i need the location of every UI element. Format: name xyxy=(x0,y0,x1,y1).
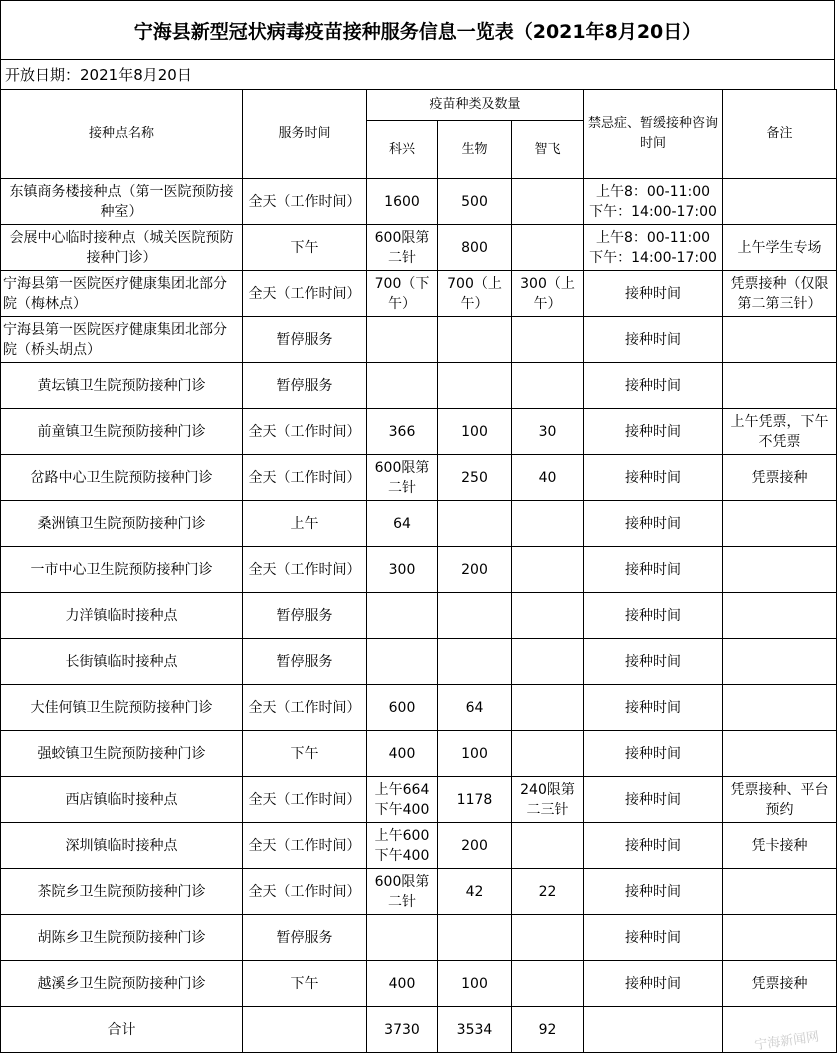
remark-cell: 凭票接种 xyxy=(723,455,837,501)
open-date-value: 2021年8月20日 xyxy=(80,65,192,84)
shengwu-cell xyxy=(438,317,512,363)
site-cell: 深圳镇临时接种点 xyxy=(1,823,243,869)
service-time-cell: 全天（工作时间） xyxy=(243,271,367,317)
open-date-label: 开放日期： xyxy=(5,65,81,84)
service-time-cell: 全天（工作时间） xyxy=(243,869,367,915)
site-cell: 前童镇卫生院预防接种门诊 xyxy=(1,409,243,455)
consult-cell: 接种时间 xyxy=(584,639,723,685)
kexing-cell: 600 xyxy=(367,685,438,731)
table-row xyxy=(1,685,837,731)
consult-cell: 接种时间 xyxy=(584,915,723,961)
shengwu-cell: 100 xyxy=(438,961,512,1007)
zhifei-cell xyxy=(512,593,584,639)
consult-cell: 接种时间 xyxy=(584,409,723,455)
consult-cell: 接种时间 xyxy=(584,961,723,1007)
shengwu-cell: 200 xyxy=(438,823,512,869)
site-cell: 西店镇临时接种点 xyxy=(1,777,243,823)
zhifei-cell xyxy=(512,547,584,593)
table-row xyxy=(1,317,837,363)
remark-cell: 凭票接种（仅限第二第三针） xyxy=(723,271,837,317)
header-kexing: 科兴 xyxy=(367,121,438,179)
remark-cell xyxy=(723,547,837,593)
shengwu-cell: 100 xyxy=(438,409,512,455)
shengwu-cell xyxy=(438,639,512,685)
kexing-cell: 64 xyxy=(367,501,438,547)
consult-cell: 接种时间 xyxy=(584,547,723,593)
site-cell: 黄坛镇卫生院预防接种门诊 xyxy=(1,363,243,409)
table-row xyxy=(1,915,837,961)
consult-cell: 接种时间 xyxy=(584,271,723,317)
site-cell: 宁海县第一医院医疗健康集团北部分院（桥头胡点） xyxy=(1,317,243,363)
remark-cell xyxy=(723,501,837,547)
kexing-cell: 366 xyxy=(367,409,438,455)
remark-cell: 上午凭票，下午不凭票 xyxy=(723,409,837,455)
site-cell: 宁海县第一医院医疗健康集团北部分院（梅林点） xyxy=(1,271,243,317)
remark-cell: 上午学生专场 xyxy=(723,225,837,271)
zhifei-cell xyxy=(512,961,584,1007)
consult-cell: 接种时间 xyxy=(584,317,723,363)
shengwu-cell: 250 xyxy=(438,455,512,501)
service-time-cell: 下午 xyxy=(243,731,367,777)
kexing-cell: 300 xyxy=(367,547,438,593)
open-date-line xyxy=(0,59,835,90)
site-cell: 力洋镇临时接种点 xyxy=(1,593,243,639)
header-site: 接种点名称 xyxy=(1,90,243,179)
shengwu-cell: 64 xyxy=(438,685,512,731)
total-row xyxy=(1,1007,837,1053)
remark-cell xyxy=(723,731,837,777)
total-kexing: 3730 xyxy=(367,1007,438,1053)
zhifei-cell xyxy=(512,179,584,225)
service-time-cell: 暂停服务 xyxy=(243,639,367,685)
site-cell: 越溪乡卫生院预防接种门诊 xyxy=(1,961,243,1007)
zhifei-cell xyxy=(512,639,584,685)
zhifei-cell xyxy=(512,915,584,961)
site-cell: 长街镇临时接种点 xyxy=(1,639,243,685)
consult-cell: 接种时间 xyxy=(584,363,723,409)
service-time-cell: 暂停服务 xyxy=(243,317,367,363)
shengwu-cell: 100 xyxy=(438,731,512,777)
table-row xyxy=(1,225,837,271)
zhifei-cell: 22 xyxy=(512,869,584,915)
remark-cell xyxy=(723,869,837,915)
service-time-cell: 全天（工作时间） xyxy=(243,823,367,869)
service-time-cell: 下午 xyxy=(243,961,367,1007)
service-time-cell: 全天（工作时间） xyxy=(243,685,367,731)
zhifei-cell: 240限第二三针 xyxy=(512,777,584,823)
shengwu-cell: 1178 xyxy=(438,777,512,823)
consult-cell: 接种时间 xyxy=(584,593,723,639)
consult-cell: 接种时间 xyxy=(584,685,723,731)
kexing-cell: 400 xyxy=(367,961,438,1007)
table-row xyxy=(1,869,837,915)
zhifei-cell: 300（上午） xyxy=(512,271,584,317)
kexing-cell: 600限第二针 xyxy=(367,869,438,915)
shengwu-cell xyxy=(438,363,512,409)
table-row xyxy=(1,409,837,455)
site-cell: 一市中心卫生院预防接种门诊 xyxy=(1,547,243,593)
remark-cell xyxy=(723,639,837,685)
consult-cell: 接种时间 xyxy=(584,731,723,777)
table-row xyxy=(1,179,837,225)
header-remark: 备注 xyxy=(723,90,837,179)
table-row xyxy=(1,593,837,639)
shengwu-cell xyxy=(438,593,512,639)
remark-cell: 凭票接种、平台预约 xyxy=(723,777,837,823)
service-time-cell: 下午 xyxy=(243,225,367,271)
consult-cell: 接种时间 xyxy=(584,823,723,869)
table-row xyxy=(1,731,837,777)
site-cell: 桑洲镇卫生院预防接种门诊 xyxy=(1,501,243,547)
shengwu-cell: 200 xyxy=(438,547,512,593)
kexing-cell: 700（下午） xyxy=(367,271,438,317)
consult-cell: 接种时间 xyxy=(584,869,723,915)
zhifei-cell xyxy=(512,823,584,869)
service-time-cell: 暂停服务 xyxy=(243,593,367,639)
kexing-cell: 600限第二针 xyxy=(367,225,438,271)
kexing-cell xyxy=(367,317,438,363)
table-row xyxy=(1,777,837,823)
shengwu-cell xyxy=(438,501,512,547)
total-time xyxy=(243,1007,367,1053)
remark-cell xyxy=(723,685,837,731)
table-row xyxy=(1,455,837,501)
shengwu-cell: 700（上午） xyxy=(438,271,512,317)
table-row xyxy=(1,271,837,317)
remark-cell xyxy=(723,317,837,363)
zhifei-cell xyxy=(512,225,584,271)
header-consult: 禁忌症、暂缓接种咨询时间 xyxy=(584,90,723,179)
service-time-cell: 全天（工作时间） xyxy=(243,409,367,455)
service-time-cell: 全天（工作时间） xyxy=(243,455,367,501)
page-title: 宁海县新型冠状病毒疫苗接种服务信息一览表（2021年8月20日） xyxy=(0,0,835,60)
site-cell: 胡陈乡卫生院预防接种门诊 xyxy=(1,915,243,961)
consult-cell: 上午8：00-11:00 下午：14:00-17:00 xyxy=(584,225,723,271)
total-consult xyxy=(584,1007,723,1053)
table-row xyxy=(1,547,837,593)
service-time-cell: 全天（工作时间） xyxy=(243,179,367,225)
kexing-cell: 上午600 下午400 xyxy=(367,823,438,869)
zhifei-cell xyxy=(512,501,584,547)
zhifei-cell: 40 xyxy=(512,455,584,501)
remark-cell xyxy=(723,363,837,409)
kexing-cell xyxy=(367,593,438,639)
kexing-cell: 600限第二针 xyxy=(367,455,438,501)
kexing-cell: 400 xyxy=(367,731,438,777)
service-time-cell: 全天（工作时间） xyxy=(243,777,367,823)
zhifei-cell xyxy=(512,363,584,409)
remark-cell: 凭卡接种 xyxy=(723,823,837,869)
zhifei-cell xyxy=(512,317,584,363)
header-vaccine-group: 疫苗种类及数量 xyxy=(367,90,584,121)
shengwu-cell: 800 xyxy=(438,225,512,271)
shengwu-cell xyxy=(438,915,512,961)
consult-cell: 上午8：00-11:00 下午：14:00-17:00 xyxy=(584,179,723,225)
remark-cell xyxy=(723,915,837,961)
service-time-cell: 暂停服务 xyxy=(243,363,367,409)
header-zhifei: 智飞 xyxy=(512,121,584,179)
site-cell: 大佳何镇卫生院预防接种门诊 xyxy=(1,685,243,731)
site-cell: 茶院乡卫生院预防接种门诊 xyxy=(1,869,243,915)
total-shengwu: 3534 xyxy=(438,1007,512,1053)
kexing-cell: 1600 xyxy=(367,179,438,225)
header-service-time: 服务时间 xyxy=(243,90,367,179)
table-row xyxy=(1,961,837,1007)
watermark: 宁海新闻网 xyxy=(753,1029,821,1054)
table-row xyxy=(1,823,837,869)
remark-cell xyxy=(723,593,837,639)
kexing-cell xyxy=(367,639,438,685)
header-shengwu: 生物 xyxy=(438,121,512,179)
service-time-cell: 上午 xyxy=(243,501,367,547)
total-zhifei: 92 xyxy=(512,1007,584,1053)
shengwu-cell: 500 xyxy=(438,179,512,225)
kexing-cell xyxy=(367,915,438,961)
header-row-1 xyxy=(1,90,837,121)
consult-cell: 接种时间 xyxy=(584,777,723,823)
site-cell: 岔路中心卫生院预防接种门诊 xyxy=(1,455,243,501)
remark-cell: 凭票接种 xyxy=(723,961,837,1007)
vaccination-table xyxy=(0,89,837,1053)
zhifei-cell xyxy=(512,685,584,731)
table-row xyxy=(1,363,837,409)
consult-cell: 接种时间 xyxy=(584,455,723,501)
remark-cell xyxy=(723,179,837,225)
shengwu-cell: 42 xyxy=(438,869,512,915)
total-label: 合计 xyxy=(1,1007,243,1053)
service-time-cell: 全天（工作时间） xyxy=(243,547,367,593)
site-cell: 会展中心临时接种点（城关医院预防接种门诊） xyxy=(1,225,243,271)
zhifei-cell xyxy=(512,731,584,777)
kexing-cell: 上午664 下午400 xyxy=(367,777,438,823)
site-cell: 东镇商务楼接种点（第一医院预防接种室） xyxy=(1,179,243,225)
table-row xyxy=(1,639,837,685)
consult-cell: 接种时间 xyxy=(584,501,723,547)
zhifei-cell: 30 xyxy=(512,409,584,455)
site-cell: 强蛟镇卫生院预防接种门诊 xyxy=(1,731,243,777)
service-time-cell: 暂停服务 xyxy=(243,915,367,961)
kexing-cell xyxy=(367,363,438,409)
table-row xyxy=(1,501,837,547)
